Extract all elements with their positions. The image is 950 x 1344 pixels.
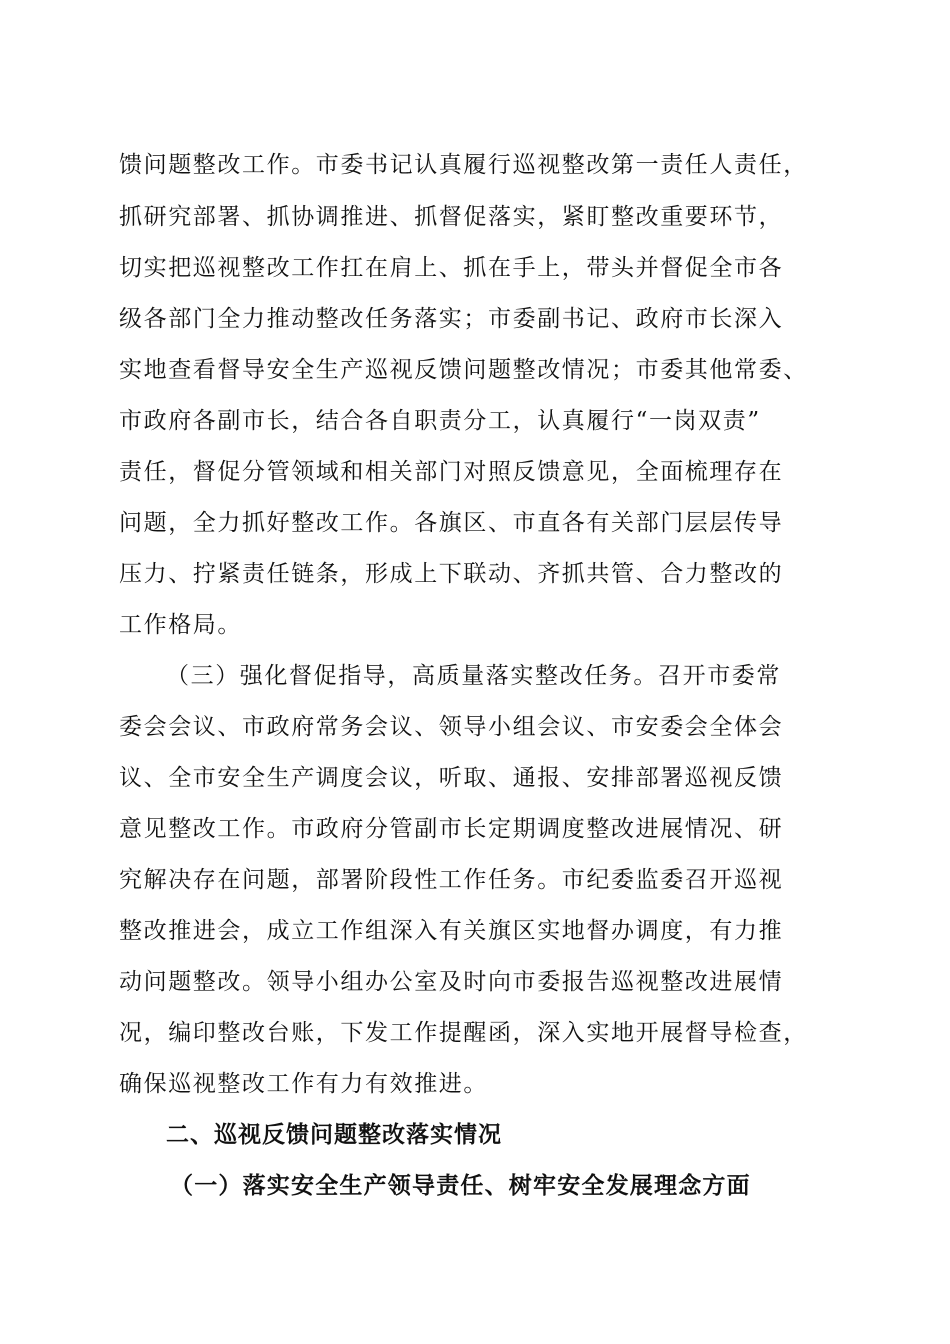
paragraph-line: 责任，督促分管领域和相关部门对照反馈意见，全面梳理存在: [119, 459, 784, 485]
paragraph-line: 工作格局。: [119, 612, 242, 638]
paragraph-line: 究解决存在问题，部署阶段性工作任务。市纪委监委召开巡视: [119, 867, 784, 893]
paragraph-line: 市政府各副市长，结合各自职责分工，认真履行“一岗双责”: [119, 408, 761, 434]
paragraph-line: 议、全市安全生产调度会议，听取、通报、安排部署巡视反馈: [119, 765, 784, 791]
paragraph-line: 意见整改工作。市政府分管副市长定期调度整改进展情况、研: [119, 816, 784, 842]
paragraph-line: 抓研究部署、抓协调推进、抓督促落实，紧盯整改重要环节，: [119, 204, 784, 230]
paragraph-line: 级各部门全力推动整改任务落实；市委副书记、政府市长深入: [119, 306, 784, 332]
paragraph-line: 况，编印整改台账，下发工作提醒函，深入实地开展督导检查，: [119, 1020, 808, 1046]
paragraph-line: 切实把巡视整改工作扛在肩上、抓在手上，带头并督促全市各: [119, 255, 784, 281]
section-heading: 二、巡视反馈问题整改落实情况: [166, 1122, 502, 1148]
paragraph-line: 馈问题整改工作。市委书记认真履行巡视整改第一责任人责任，: [119, 152, 808, 178]
paragraph-line: （三）强化督促指导，高质量落实整改任务。召开市委常: [166, 663, 781, 689]
paragraph-line: 确保巡视整改工作有力有效推进。: [119, 1071, 488, 1097]
paragraph-line: 问题，全力抓好整改工作。各旗区、市直各有关部门层层传导: [119, 510, 784, 536]
paragraph-line: 委会会议、市政府常务会议、领导小组会议、市安委会全体会: [119, 714, 784, 740]
subsection-heading: （一）落实安全生产领导责任、树牢安全发展理念方面: [170, 1173, 751, 1199]
paragraph-line: 实地查看督导安全生产巡视反馈问题整改情况；市委其他常委、: [119, 357, 808, 383]
paragraph-line: 整改推进会，成立工作组深入有关旗区实地督办调度，有力推: [119, 918, 784, 944]
paragraph-line: 动问题整改。领导小组办公室及时向市委报告巡视整改进展情: [119, 969, 784, 995]
paragraph-line: 压力、拧紧责任链条，形成上下联动、齐抓共管、合力整改的: [119, 561, 784, 587]
